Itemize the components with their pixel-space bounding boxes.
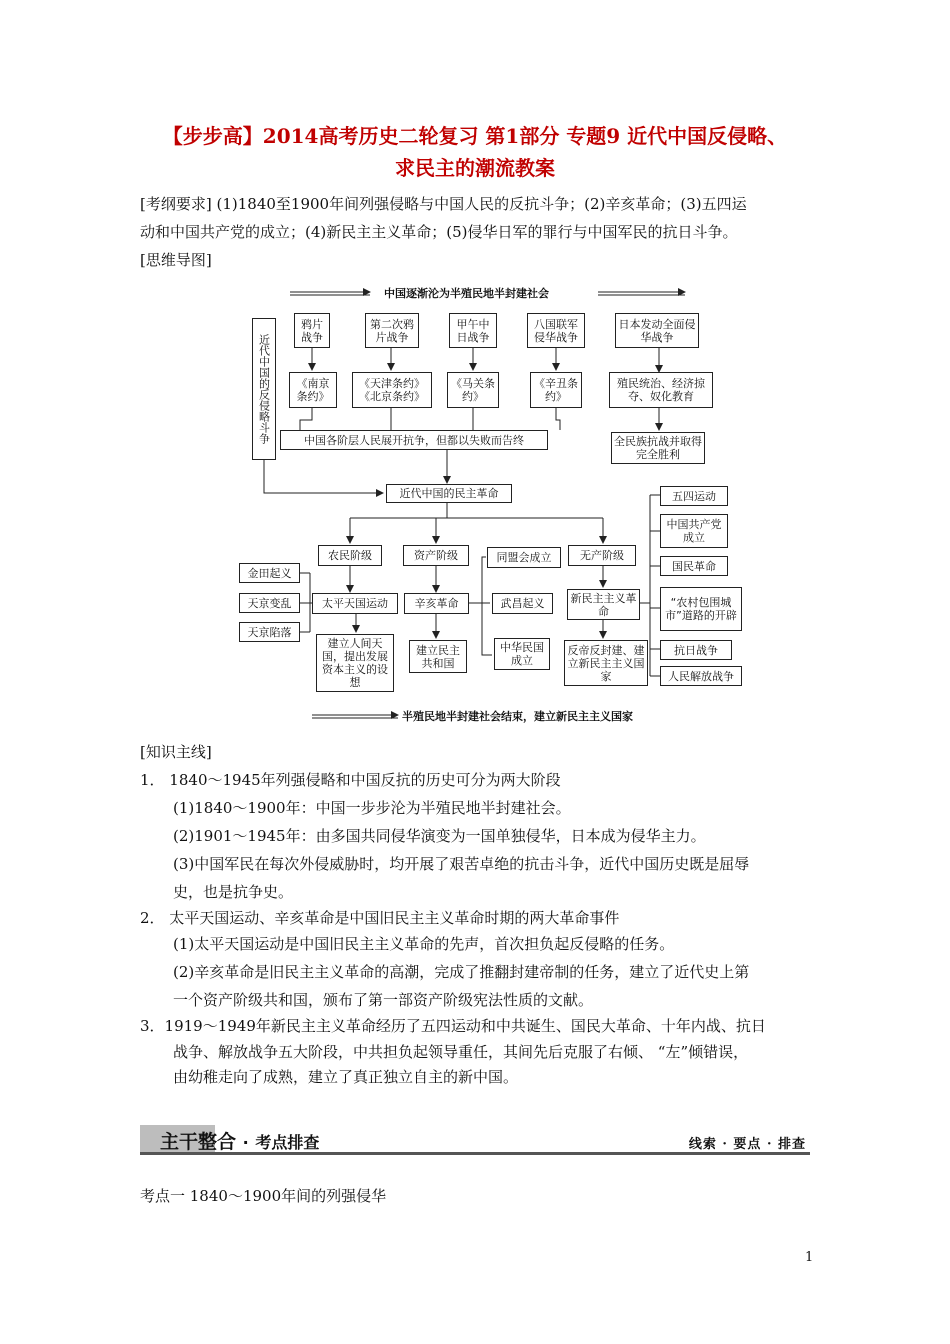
xinhai-result-box: 建立民主共和国 — [409, 640, 467, 673]
item-2a: (1)太平天国运动是中国旧民主主义革命的先声，首次担负起反侵略的任务。 — [173, 935, 675, 953]
class-box: 农民阶级 — [318, 545, 382, 566]
struggle-box: 中国各阶层人民展开抗争，但都以失败而告终 — [280, 430, 548, 450]
war-box: 甲午中日战争 — [449, 313, 497, 348]
item-3a: 3．1919～1949年新民主主义革命经历了五四运动和中共诞生、国民大革命、十年内战、抗日 — [140, 1017, 766, 1035]
taiping-result-box: 建立人间天国，提出发展资本主义的设想 — [316, 634, 394, 692]
section-title: 主干整合 · 考点排查 — [160, 1131, 320, 1153]
item-1b: (2)1901～1945年：由多国共同侵华演变为一国单独侵华，日本成为侵华主力。 — [173, 827, 706, 845]
stage-box: 人民解放战争 — [660, 666, 742, 686]
item-2b-1: (2)辛亥革命是旧民主主义革命的高潮，完成了推翻封建帝制的任务，建立了近代史上第 — [173, 963, 750, 981]
treaty-box: 《天津条约》《北京条约》 — [352, 372, 432, 408]
item-2: 2． 太平天国运动、辛亥革命是中国旧民主主义革命时期的两大革命事件 — [140, 909, 620, 927]
class-box: 资产阶级 — [403, 545, 469, 566]
kaogang-line2: 动和中国共产党的成立；(4)新民主主义革命；(5)侵华日军的罪行与中国军民的抗日斗争。 — [140, 223, 738, 241]
newdemo-result-box: 反帝反封建、建立新民主主义国家 — [564, 640, 648, 686]
taiping-event-box: 金田起义 — [239, 563, 300, 583]
top-arrow-label: 中国逐渐沦为半殖民地半封建社会 — [384, 287, 549, 300]
treaty-box: 《南京条约》 — [289, 372, 337, 408]
stage-box: 抗日战争 — [660, 640, 732, 660]
war-box: 八国联军侵华战争 — [527, 313, 585, 348]
wuchang-box: 武昌起义 — [492, 593, 553, 614]
democratic-revolution-box: 近代中国的民主革命 — [386, 484, 512, 503]
victory-box: 全民族抗战并取得完全胜利 — [611, 432, 705, 464]
japan-effect-box: 殖民统治、经济掠夺、奴化教育 — [609, 372, 713, 408]
newdemo-box: 新民主主义革命 — [567, 589, 640, 620]
doc-title-line2: 求民主的潮流教案 — [395, 156, 555, 180]
item-3b: 战争、解放战争五大阶段，中共担负起领导重任，其间先后克服了右倾、 “左”倾错误， — [173, 1043, 749, 1061]
section-right-label: 线索 · 要点 · 排查 — [688, 1137, 806, 1152]
treaty-box: 《马关条约》 — [447, 372, 499, 408]
item-1: 1． 1840～1945年列强侵略和中国反抗的历史可分为两大阶段 — [140, 771, 561, 789]
section-bar — [140, 1125, 810, 1155]
xinhai-box: 辛亥革命 — [404, 593, 469, 614]
class-box: 无产阶级 — [568, 545, 636, 566]
war-box: 鸦片战争 — [294, 313, 330, 348]
war-box: 第二次鸦片战争 — [365, 313, 419, 348]
stage-box: 五四运动 — [660, 486, 728, 506]
zhonghua-box: 中华民国成立 — [494, 638, 550, 670]
class-box: 同盟会成立 — [487, 547, 561, 568]
taiping-event-box: 天京陷落 — [239, 622, 300, 642]
kaodian-heading: 考点一 1840～1900年间的列强侵华 — [140, 1187, 387, 1205]
bottom-arrow-label: 半殖民地半封建社会结束，建立新民主主义国家 — [402, 710, 633, 723]
item-3c: 由幼稚走向了成熟，建立了真正独立自主的新中国。 — [173, 1068, 519, 1086]
item-2b-2: 一个资产阶级共和国，颁布了第一部资产阶级宪法性质的文献。 — [173, 991, 594, 1009]
stage-box: “农村包围城市”道路的开辟 — [660, 587, 742, 631]
doc-title-line1: 【步步高】2014高考历史二轮复习 第1部分 专题9 近代中国反侵略、 — [162, 124, 788, 148]
item-1c-2: 史，也是抗争史。 — [173, 883, 294, 901]
kaogang-line1: [考纲要求] (1)1840至1900年间列强侵略与中国人民的反抗斗争；(2)辛亥革命；(3)五四运 — [140, 195, 747, 213]
item-1c-1: (3)中国军民在每次外侵威胁时，均开展了艰苦卓绝的抗击斗争，近代中国历史既是屈辱 — [173, 855, 750, 873]
mindmap-label: [思维导图] — [140, 251, 212, 269]
item-1a: (1)1840～1900年：中国一步步沦为半殖民地半封建社会。 — [173, 799, 571, 817]
treaty-box: 《辛丑条约》 — [530, 372, 582, 408]
knowledge-label: [知识主线] — [140, 743, 212, 761]
taiping-box: 太平天国运动 — [312, 593, 398, 614]
stage-box: 国民革命 — [660, 556, 728, 576]
stage-box: 中国共产党成立 — [660, 514, 728, 548]
left-vertical-box: 近代中国的反侵略斗争 — [252, 318, 276, 460]
page-number: 1 — [805, 1250, 814, 1265]
taiping-event-box: 天京变乱 — [239, 593, 300, 613]
war-box: 日本发动全面侵华战争 — [615, 313, 699, 348]
